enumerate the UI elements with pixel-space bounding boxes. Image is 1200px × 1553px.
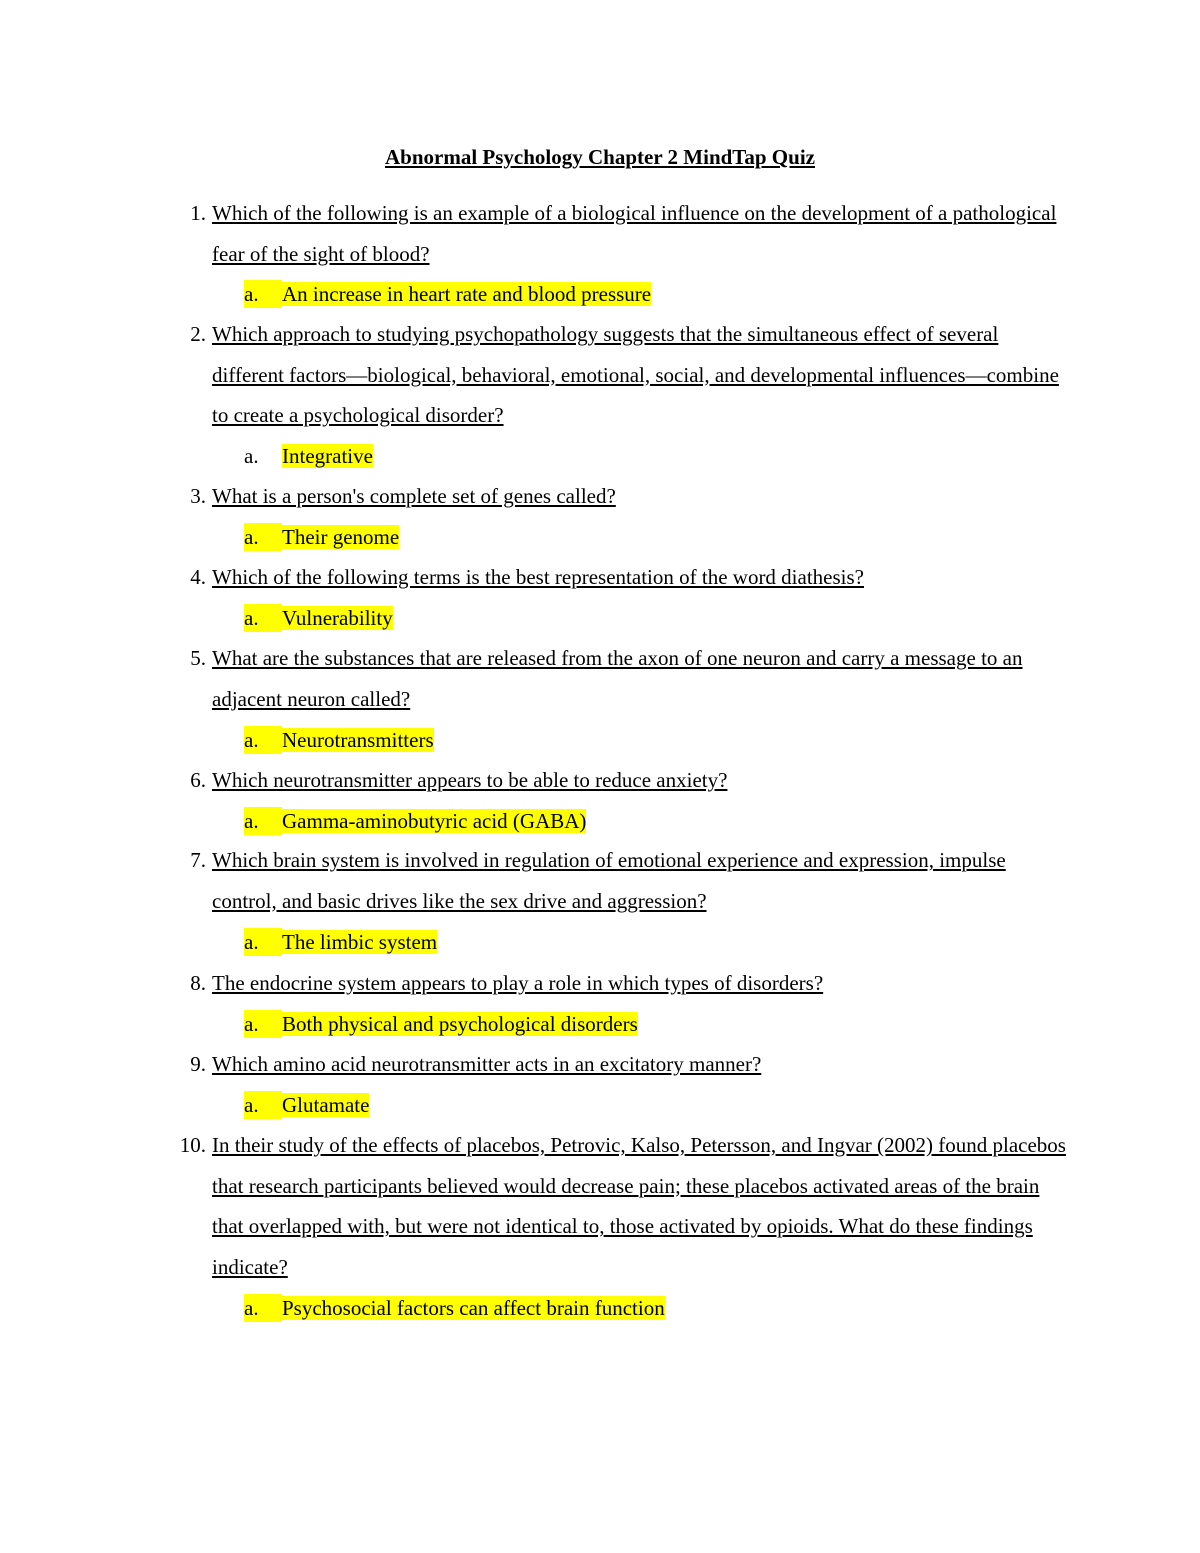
answer-letter: a. [244,1010,282,1038]
answer-text: Psychosocial factors can affect brain function [282,1296,665,1320]
answer-item [244,442,373,470]
answer-letter: a. [244,523,282,551]
answer-text: Integrative [282,444,373,468]
answer-letter: a. [244,807,282,835]
question-text: Which of the following terms is the best representation of the word diathesis? [212,565,864,589]
question-number: 5. [190,646,206,670]
question-number: 9. [190,1052,206,1076]
question-text: The endocrine system appears to play a role in which types of disorders? [212,971,824,995]
answer-item [244,280,651,308]
answer-letter: a. [244,1091,282,1119]
question-text: Which of the following is an example of a biological influence on the development of a pathological fear of the sight of blood? [212,201,1057,266]
answer-item [244,1010,638,1038]
answer-letter: a. [244,1294,282,1322]
question-item [166,963,1066,1004]
answer-text: Both physical and psychological disorders [282,1012,638,1036]
question-item [166,1044,1066,1085]
answer-text: Glutamate [282,1093,370,1117]
question-number: 3. [190,484,206,508]
answer-item [244,928,437,956]
question-text: What is a person's complete set of genes called? [212,484,616,508]
answer-item [244,1294,665,1322]
answer-text: Neurotransmitters [282,728,434,752]
answer-text: Their genome [282,525,400,549]
question-item [166,840,1066,921]
answer-text: The limbic system [282,930,438,954]
answer-letter: a. [244,280,282,308]
answer-item [244,807,586,835]
answer-item [244,1091,369,1119]
answer-text: Gamma-aminobutyric acid (GABA) [282,809,587,833]
question-text: Which neurotransmitter appears to be able to reduce anxiety? [212,768,728,792]
answer-letter: a. [244,928,282,956]
question-text: Which approach to studying psychopathology suggests that the simultaneous effect of several different factors—biological, behavioral, emotional, social, and developmental influences—combine to create a psychological disorder? [212,322,1059,427]
question-item [166,638,1066,719]
answer-item [244,726,434,754]
answer-text: Vulnerability [282,606,393,630]
question-item [166,193,1066,274]
question-item [166,760,1066,801]
question-text: What are the substances that are released from the axon of one neuron and carry a message to an adjacent neuron called? [212,646,1023,711]
question-text: In their study of the effects of placebos, Petrovic, Kalso, Petersson, and Ingvar (2002) found placebos that research participants believed would decrease pain; these placebos activated areas of the brain that overlapped with, but were not identical to, those activated by opioids. What do these findings indicate? [212,1133,1066,1279]
question-number: 6. [190,768,206,792]
question-number: 1. [190,201,206,225]
answer-letter: a. [244,444,259,468]
question-item [166,314,1066,436]
answer-item [244,604,393,632]
answer-item [244,523,399,551]
question-item [166,476,1066,517]
answer-text: An increase in heart rate and blood pressure [282,282,652,306]
answer-letter: a. [244,726,282,754]
question-item [166,557,1066,598]
question-item [166,1125,1066,1287]
question-number: 4. [190,565,206,589]
question-number: 2. [190,322,206,346]
question-number: 7. [190,848,206,872]
question-number: 10. [179,1133,206,1157]
question-number: 8. [190,971,206,995]
question-text: Which amino acid neurotransmitter acts in an excitatory manner? [212,1052,762,1076]
question-text: Which brain system is involved in regulation of emotional experience and expression, impulse control, and basic drives like the sex drive and aggression? [212,848,1006,913]
page-title: Abnormal Psychology Chapter 2 MindTap Quiz [385,145,815,169]
answer-letter: a. [244,604,282,632]
